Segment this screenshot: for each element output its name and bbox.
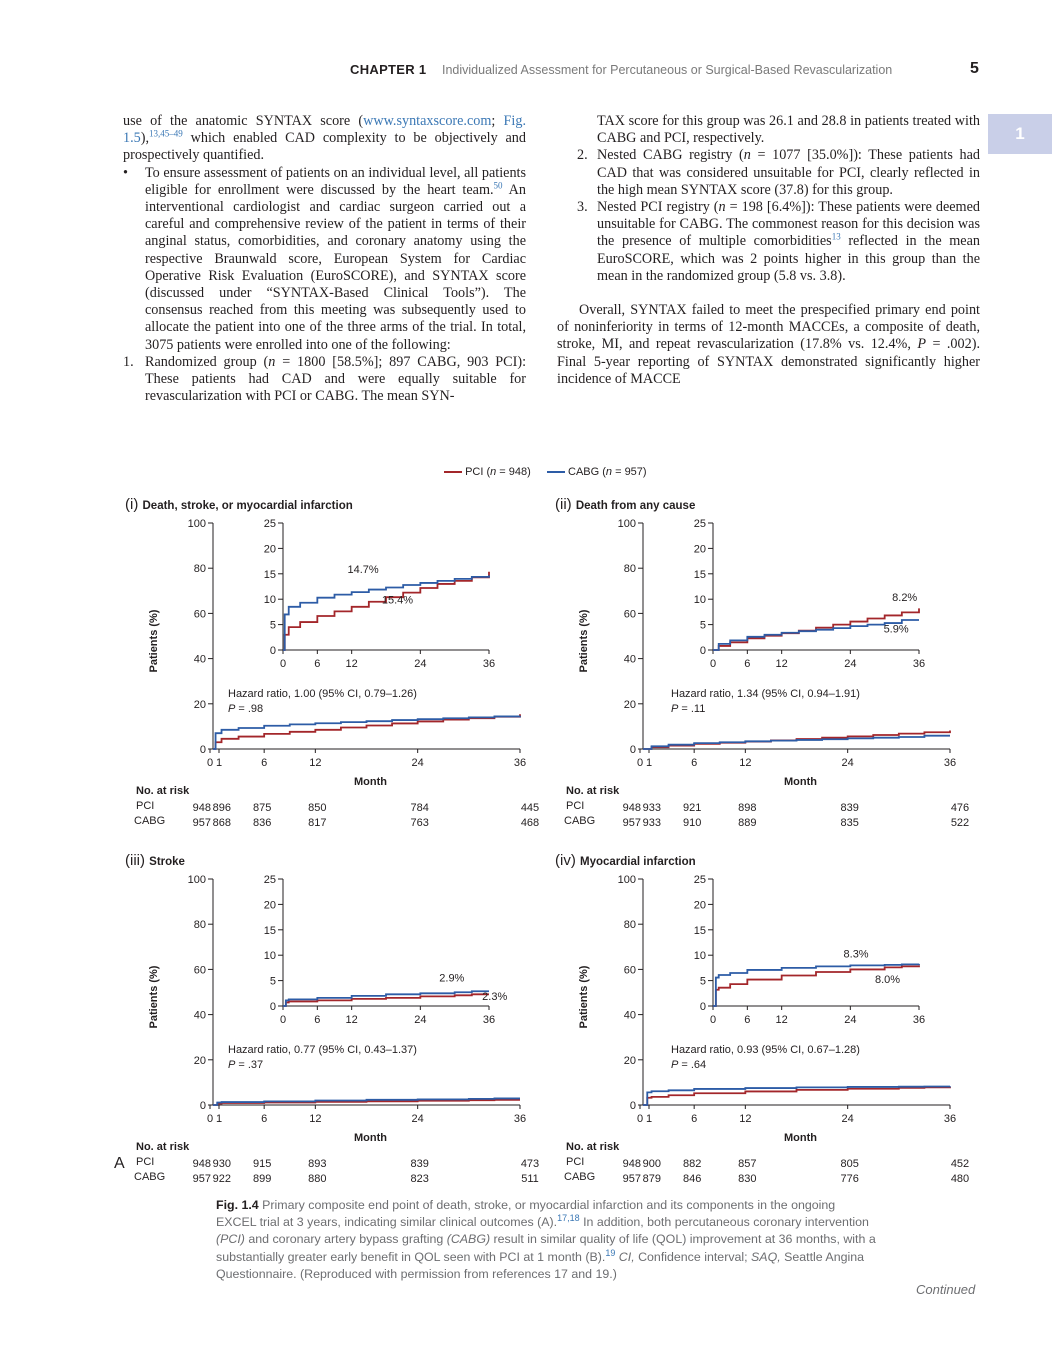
risk-cell: 875	[252, 802, 272, 814]
main-curve-pci	[213, 714, 520, 749]
y-tick-label: 100	[187, 874, 206, 886]
panel-roman: (iii) Stroke	[125, 852, 185, 869]
risk-cell: 896	[212, 802, 231, 814]
x-tick-label: 12	[739, 757, 752, 769]
risk-cell: 452	[950, 1158, 970, 1170]
x-tick-label: 0	[206, 1113, 214, 1125]
inset-curve-cabg	[713, 964, 919, 1006]
y-tick-label: 40	[623, 653, 636, 666]
bullet-marker: •	[123, 164, 128, 181]
list-item-cabg-registry: 2. Nested CABG registry (n = 1077 [35.0%]): These patients had CAD that was considered unsuitable for PCI, clearly reflected in the high mean SYNTAX score (37.8) for this group.	[577, 147, 980, 198]
y-tick-label: 20	[623, 698, 636, 711]
x-tick-label: 36	[943, 1113, 957, 1125]
risk-cell: 473	[520, 1158, 540, 1170]
inset-x-tick-label: 12	[345, 1014, 358, 1026]
x-tick-label: 36	[943, 757, 957, 769]
panel-title: Stroke	[149, 856, 185, 868]
risk-cell: 805	[840, 1158, 859, 1170]
y-tick-label: 100	[617, 518, 636, 530]
y-tick-label: 20	[193, 698, 206, 711]
y-tick-label: 20	[623, 1054, 636, 1067]
y-tick-label: 40	[193, 1009, 206, 1022]
risk-cell: 957	[192, 1173, 211, 1185]
hazard-ratio-text: Hazard ratio, 0.93 (95% CI, 0.67–1.28)	[671, 1044, 860, 1057]
x-axis-label: Month	[354, 776, 387, 788]
risk-table-title: No. at risk	[566, 785, 620, 797]
risk-cell: 476	[950, 802, 970, 814]
risk-cell: 948	[192, 802, 211, 814]
risk-cell: 880	[308, 1173, 327, 1185]
y-axis-label: Patients (%)	[148, 965, 160, 1029]
x-tick-label: 12	[739, 1113, 752, 1125]
risk-table-title: No. at risk	[566, 1141, 620, 1153]
risk-cell: 910	[682, 817, 702, 829]
risk-cell: 776	[840, 1173, 859, 1185]
risk-cell: 921	[682, 802, 702, 814]
p-value-text	[671, 703, 705, 715]
continued-label: Continued	[916, 1282, 976, 1297]
p-value-text	[228, 1059, 263, 1071]
inset-x-tick-label: 12	[345, 658, 358, 670]
y-axis-label: Patients (%)	[578, 965, 590, 1029]
inset-y-tick-label: 15	[263, 568, 276, 581]
list-continuation: TAX score for this group was 26.1 and 28.8 in patients treated with CABG and PCI, respectively.	[597, 113, 980, 147]
y-tick-label: 60	[623, 608, 636, 621]
inset-curve-pci	[713, 608, 919, 650]
inset-y-tick-label: 20	[693, 543, 706, 556]
chapter-label: CHAPTER 1	[350, 62, 427, 77]
x-axis-label: Month	[784, 776, 817, 788]
inset-y-tick-label: 20	[263, 543, 276, 556]
p-value: = .64	[678, 1059, 707, 1072]
y-tick-label: 100	[187, 518, 206, 530]
legend-pci-swatch	[444, 471, 462, 473]
x-tick-label: 1	[215, 1113, 223, 1125]
x-tick-label: 6	[261, 757, 268, 769]
y-tick-label: 0	[629, 1100, 636, 1112]
legend-pci-label: PCI (n = 948)	[465, 466, 531, 478]
inset-curve-pci	[713, 965, 919, 1006]
inset-y-tick-label: 20	[693, 899, 706, 912]
inset-curve-pci	[283, 572, 489, 650]
figure-caption: Fig. 1.4 Primary composite end point of death, stroke, or myocardial infarction and its components in the ongoing EXCEL trial at 3 years, indicating similar clinical outcomes (A).$^{17,18}$ In addition, both percutaneous coronary intervention (PCI) and coronary artery bypass grafting (CABG) result in similar quality of life (QOL) improvement at 36 months, with a substantially greater early benefit in QOL seen with PCI at 1 month (B).$^{19}$ CI, Confidence interval; SAQ, Seattle Angina Questionnaire. (Reproduced with permission from references 17 and 19.)	[216, 1198, 876, 1281]
x-tick-label: 12	[309, 757, 322, 769]
km-panel-3	[125, 852, 539, 1185]
panel-label-a: A	[114, 1155, 125, 1172]
risk-cell: 836	[252, 817, 272, 829]
km-panel-2	[555, 496, 969, 829]
risk-cell: 511	[521, 1173, 539, 1185]
x-tick-label: 0	[206, 757, 214, 769]
risk-cell: 817	[308, 817, 327, 829]
p-label: P	[671, 703, 679, 716]
panel-roman: (ii) Death from any cause	[555, 496, 696, 513]
reference-link[interactable]: 13,45–49	[149, 128, 183, 139]
risk-cell: 857	[738, 1158, 757, 1170]
inset-y-tick-label: 0	[699, 1001, 706, 1013]
risk-table-title: No. at risk	[136, 1141, 190, 1153]
inset-x-tick-label: 24	[414, 658, 427, 670]
inset-y-tick-label: 25	[693, 874, 706, 886]
inset-x-tick-label: 6	[744, 1014, 751, 1026]
panel-title: Death, stroke, or myocardial infarction	[142, 500, 353, 512]
y-tick-label: 0	[199, 744, 206, 756]
risk-row-label-pci: PCI	[136, 800, 155, 812]
x-axis-label: Month	[354, 1132, 387, 1144]
inset-x-tick-label: 0	[709, 658, 717, 670]
inset-x-tick-label: 0	[709, 1014, 717, 1026]
reference-link[interactable]: 17,18	[557, 1213, 580, 1224]
list-item-pci-registry: 3. Nested PCI registry (n = 198 [6.4%]): These patients were deemed unsuitable for CABG. The commonest reason for this decision was the presence of multiple comorbidities$^{13}$ reflected in the mean EuroSCORE, which was 2 points higher in this group than the mean in the randomized group (5.8 vs. 3.8).	[577, 199, 980, 284]
risk-cell: 846	[682, 1173, 702, 1185]
x-tick-label: 6	[691, 757, 698, 769]
list-item-randomized: 1. Randomized group (n = 1800 [58.5%]; 897 CABG, 903 PCI): These patients had CAD and were equally suitable for revascularization with PCI or CABG. The mean SYN-	[123, 353, 527, 405]
risk-cell: 784	[410, 802, 429, 814]
x-tick-label: 24	[411, 757, 424, 769]
p-label: P	[228, 1059, 236, 1072]
risk-row-label-cabg: CABG	[134, 1171, 166, 1183]
p-value-text	[671, 1059, 706, 1071]
risk-cell: 879	[642, 1173, 661, 1185]
panel-roman: (i) Death, stroke, or myocardial infarction	[125, 496, 353, 513]
risk-row-label-pci: PCI	[136, 1156, 155, 1168]
y-tick-label: 80	[623, 563, 636, 576]
risk-cell: 948	[622, 1158, 641, 1170]
risk-cell: 957	[622, 817, 641, 829]
main-curve-cabg	[643, 736, 950, 749]
panel-title: Death from any cause	[575, 500, 696, 512]
risk-row-label-cabg: CABG	[564, 1171, 596, 1183]
y-tick-label: 80	[623, 919, 636, 932]
p-value: = .37	[235, 1059, 264, 1072]
p-value: = .11	[678, 703, 706, 716]
risk-cell: 948	[622, 802, 641, 814]
inset-y-tick-label: 20	[263, 899, 276, 912]
inset-y-tick-label: 10	[263, 594, 276, 607]
hazard-ratio-text: Hazard ratio, 1.34 (95% CI, 0.94–1.91)	[671, 688, 860, 701]
x-tick-label: 1	[645, 757, 653, 769]
fig-1-5-link[interactable]: Fig. 1.5	[123, 113, 526, 147]
x-tick-label: 24	[841, 1113, 854, 1125]
inset-x-tick-label: 24	[844, 1014, 857, 1026]
panel-title: Myocardial infarction	[580, 856, 696, 868]
x-tick-label: 1	[215, 757, 223, 769]
inset-curve-cabg	[713, 620, 919, 650]
main-curve-pci	[643, 730, 950, 749]
inset-x-tick-label: 6	[314, 658, 321, 670]
x-tick-label: 0	[636, 1113, 644, 1125]
risk-cell: 889	[738, 817, 757, 829]
inset-y-tick-label: 0	[699, 645, 706, 657]
page-number: 5	[970, 60, 979, 77]
km-panel-1	[125, 496, 539, 829]
inset-curve-cabg	[283, 575, 489, 650]
risk-cell: 850	[308, 802, 327, 814]
hazard-ratio-text: Hazard ratio, 0.77 (95% CI, 0.43–1.37)	[228, 1044, 417, 1057]
reference-link[interactable]: 50	[493, 180, 503, 191]
panel-roman: (iv) Myocardial infarction	[555, 852, 696, 869]
caption-figure-label: Fig. 1.4	[216, 1198, 259, 1212]
inset-x-tick-label: 6	[314, 1014, 321, 1026]
risk-cell: 763	[410, 817, 429, 829]
risk-cell: 957	[192, 817, 211, 829]
curve-annotation: 2.9%	[439, 972, 465, 985]
inset-x-tick-label: 0	[279, 658, 287, 670]
inset-y-tick-label: 0	[269, 1001, 276, 1013]
legend-cabg-label: CABG (n = 957)	[568, 466, 647, 478]
inset-y-tick-label: 0	[269, 645, 276, 657]
right-text-column	[557, 113, 980, 388]
km-panel-4	[555, 852, 969, 1185]
y-axis-label: Patients (%)	[148, 609, 160, 673]
chapter-title: Individualized Assessment for Percutaneous or Surgical-Based Revascularization	[442, 63, 893, 77]
y-tick-label: 0	[199, 1100, 206, 1112]
risk-cell: 868	[212, 817, 231, 829]
legend-cabg-swatch	[547, 471, 565, 473]
y-tick-label: 40	[193, 653, 206, 666]
paragraph-syntax-results: Overall, SYNTAX failed to meet the prespecified primary end point of noninferiority in terms of 12-month MACCEs, a composite of death, stroke, MI, and repeat revascularization (17.8% vs. 12.4%, P = .002). Final 5-year reporting of SYNTAX demonstrated significantly higher incidence of MACCE	[557, 302, 980, 387]
risk-cell: 933	[642, 802, 661, 814]
risk-row-label-pci: PCI	[566, 1156, 585, 1168]
risk-cell: 830	[738, 1173, 757, 1185]
main-curve-pci	[213, 1100, 520, 1105]
inset-curve-cabg	[283, 991, 489, 1006]
risk-row-label-pci: PCI	[566, 800, 585, 812]
inset-x-tick-label: 12	[775, 658, 788, 670]
curve-annotation: 15.4%	[381, 594, 414, 607]
y-tick-label: 40	[623, 1009, 636, 1022]
p-value: = .98	[235, 703, 264, 716]
risk-cell: 922	[212, 1173, 231, 1185]
y-tick-label: 0	[629, 744, 636, 756]
y-tick-label: 60	[623, 964, 636, 977]
y-tick-label: 20	[193, 1054, 206, 1067]
inset-x-tick-label: 0	[279, 1014, 287, 1026]
x-tick-label: 24	[841, 757, 854, 769]
curve-annotation: 2.3%	[482, 990, 508, 1003]
figure-legend	[444, 466, 647, 478]
inset-y-tick-label: 10	[693, 594, 706, 607]
inset-y-tick-label: 5	[269, 619, 276, 632]
bullet-heart-team: • To ensure assessment of patients on an individual level, all patients eligible for enrollment were discussed by the heart team.$^{50}$ An interventional cardiologist and cardiac surgeon carried out a careful and comprehensive review of the patient in terms of their anginal status, comorbidities, and coronary anatomy using the respective Braunwald score, European System for Cardiac Operative Risk Evaluation (EuroSCORE), and SYNTAX score (discussed under “SYNTAX-Based Clinical Tools”). The consensus reached from this meeting was subsequently used to allocate the patient into one of the three arms of the trial. In total, 3075 patients were enrolled into one of the following:	[123, 164, 526, 353]
y-tick-label: 100	[617, 874, 636, 886]
risk-cell: 882	[682, 1158, 702, 1170]
risk-cell: 948	[192, 1158, 211, 1170]
inset-y-tick-label: 25	[263, 874, 276, 886]
risk-row-label-cabg: CABG	[564, 815, 596, 827]
inset-y-tick-label: 25	[263, 518, 276, 530]
risk-cell: 468	[520, 817, 540, 829]
x-tick-label: 12	[309, 1113, 322, 1125]
x-tick-label: 0	[636, 757, 644, 769]
p-label: P	[228, 703, 236, 716]
risk-cell: 839	[410, 1158, 429, 1170]
inset-y-tick-label: 10	[693, 950, 706, 963]
risk-cell: 898	[738, 802, 757, 814]
x-tick-label: 6	[261, 1113, 268, 1125]
inset-y-tick-label: 15	[693, 568, 706, 581]
reference-link[interactable]: 19	[605, 1247, 616, 1258]
risk-cell: 522	[950, 817, 970, 829]
risk-cell: 899	[252, 1173, 272, 1185]
inset-x-tick-label: 36	[482, 658, 496, 670]
risk-row-label-cabg: CABG	[134, 815, 166, 827]
inset-y-tick-label: 5	[269, 975, 276, 988]
inset-x-tick-label: 24	[414, 1014, 427, 1026]
y-tick-label: 60	[193, 964, 206, 977]
inset-y-tick-label: 25	[693, 518, 706, 530]
risk-cell: 445	[520, 802, 540, 814]
x-tick-label: 24	[411, 1113, 424, 1125]
x-tick-label: 36	[513, 1113, 527, 1125]
y-tick-label: 80	[193, 563, 206, 576]
paragraph-syntax-score: use of the anatomic SYNTAX score (www.syntaxscore.com; Fig. 1.5),$^{13,45-49}$ which enabled CAD complexity to be objectively and prospectively quantified.	[123, 113, 526, 164]
curve-annotation: 8.2%	[892, 592, 918, 605]
risk-cell: 823	[410, 1173, 429, 1185]
p-label: P	[671, 1059, 679, 1072]
p-value-text	[228, 703, 263, 715]
risk-cell: 480	[950, 1173, 970, 1185]
inset-x-tick-label: 36	[912, 1014, 926, 1026]
inset-x-tick-label: 36	[482, 1014, 496, 1026]
y-axis-label: Patients (%)	[578, 609, 590, 673]
curve-annotation: 14.7%	[347, 563, 379, 576]
inset-x-tick-label: 12	[775, 1014, 788, 1026]
y-tick-label: 60	[193, 608, 206, 621]
x-tick-label: 6	[691, 1113, 698, 1125]
curve-annotation: 5.9%	[883, 623, 909, 636]
main-curve-cabg	[643, 1086, 950, 1105]
risk-cell: 893	[308, 1158, 327, 1170]
inset-y-tick-label: 5	[699, 975, 706, 988]
inset-y-tick-label: 15	[693, 924, 706, 937]
risk-cell: 839	[840, 802, 859, 814]
curve-annotation: 8.0%	[874, 974, 901, 987]
risk-cell: 957	[622, 1173, 641, 1185]
x-tick-label: 1	[645, 1113, 653, 1125]
inset-x-tick-label: 24	[844, 658, 857, 670]
y-tick-label: 80	[193, 919, 206, 932]
hazard-ratio-text: Hazard ratio, 1.00 (95% CI, 0.79–1.26)	[228, 688, 417, 701]
inset-x-tick-label: 6	[744, 658, 751, 670]
risk-cell: 930	[212, 1158, 231, 1170]
inset-y-tick-label: 10	[263, 950, 276, 963]
risk-table-title: No. at risk	[136, 785, 190, 797]
left-text-column	[123, 113, 526, 405]
inset-x-tick-label: 36	[912, 658, 926, 670]
risk-cell: 915	[252, 1158, 272, 1170]
risk-cell: 835	[840, 817, 859, 829]
inset-y-tick-label: 15	[263, 924, 276, 937]
risk-cell: 933	[642, 817, 661, 829]
x-tick-label: 36	[513, 757, 527, 769]
risk-cell: 900	[642, 1158, 661, 1170]
inset-curve-pci	[283, 994, 489, 1006]
running-header	[0, 60, 1052, 84]
chapter-side-tab: 1	[988, 114, 1052, 154]
curve-annotation: 8.3%	[843, 948, 869, 961]
syntaxscore-link[interactable]: www.syntaxscore.com	[363, 113, 492, 129]
inset-y-tick-label: 5	[699, 619, 706, 632]
main-curve-cabg	[213, 1098, 520, 1105]
main-curve-cabg	[213, 716, 520, 749]
reference-link[interactable]: 13	[831, 231, 841, 242]
main-curve-pci	[643, 1087, 950, 1105]
x-axis-label: Month	[784, 1132, 817, 1144]
